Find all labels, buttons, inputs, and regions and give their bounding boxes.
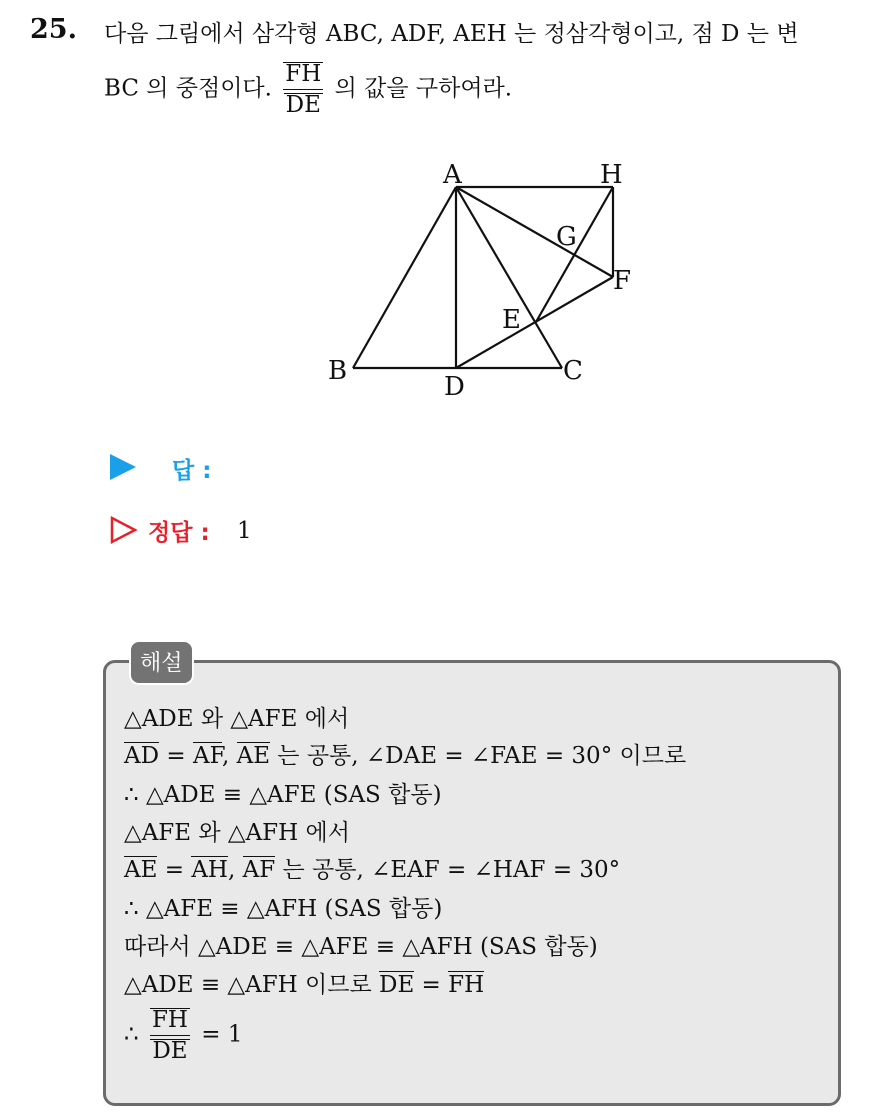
segment-af-text: AF [242, 857, 276, 883]
solution-line-2 [124, 737, 686, 770]
segment-ae-text: AE [236, 743, 270, 769]
question-text-segment: 의 값을 구하여라. [334, 75, 513, 102]
solution-line-8 [124, 966, 484, 999]
result-text: = 1 [201, 1021, 243, 1048]
vertex-label-h: H [600, 160, 623, 190]
segment-fh-text: FH [448, 972, 485, 998]
fraction-bar [283, 89, 323, 90]
vertex-label-c: C [563, 356, 583, 386]
solution-text: 는 공통, ∠EAF = ∠HAF = 30° [275, 857, 621, 883]
therefore-symbol: ∴ [124, 1021, 139, 1048]
answer-triangle-icon [110, 454, 136, 480]
point-label-e: E [502, 305, 521, 335]
segment-ae-text: AE [124, 857, 158, 883]
fraction-denominator: DE [285, 92, 321, 118]
equals-text: = [414, 972, 449, 998]
fraction-numerator: FH [285, 61, 322, 87]
segment-af-text: AF [192, 743, 222, 769]
point-label-d: D [444, 372, 465, 402]
solution-text: △ADE ≡ △AFH 이므로 [124, 972, 380, 998]
fraction-numerator: FH [151, 1007, 188, 1033]
comma-text: , [227, 857, 243, 883]
correct-answer-label: 정답 : [148, 520, 210, 546]
vertex-label-a: A [443, 160, 462, 190]
question-text-line1: 다음 그림에서 삼각형 ABC, ADF, AEH 는 정삼각형이고, 점 D 는 변 [104, 21, 799, 47]
answer-label: 답 : [172, 458, 212, 484]
fraction-denominator: DE [152, 1038, 188, 1064]
segment-af [456, 187, 613, 277]
comma-text: , [221, 743, 237, 769]
correct-answer-triangle-icon [110, 516, 138, 544]
solution-line-5 [124, 851, 620, 884]
ratio-fraction [283, 62, 323, 117]
solution-line-1: △ADE 와 △AFE 에서 [124, 706, 350, 732]
question-text-line2 [104, 62, 512, 117]
segment-ab [353, 187, 456, 368]
vertex-label-f: F [613, 266, 632, 296]
segment-eh [536, 187, 613, 322]
point-label-g: G [556, 222, 577, 252]
segment-de-text: DE [379, 972, 415, 998]
segment-ad-text: AD [124, 743, 160, 769]
solution-line-7: 따라서 △ADE ≡ △AFE ≡ △AFH (SAS 합동) [124, 934, 598, 960]
question-text-segment: BC 의 중점이다. [104, 75, 272, 102]
solution-fraction [150, 1008, 190, 1063]
segment-ah-text: AH [191, 857, 228, 883]
vertex-label-b: B [328, 356, 348, 386]
segment-df [456, 277, 613, 368]
equals-text: = [159, 743, 193, 769]
question-number: 25. [30, 14, 77, 45]
solution-tag: 해설 [129, 640, 194, 685]
solution-line-9 [124, 1008, 243, 1063]
solution-line-4: △AFE 와 △AFH 에서 [124, 820, 350, 846]
solution-text: 는 공통, ∠DAE = ∠FAE = 30° 이므로 [270, 743, 687, 769]
solution-line-3: ∴ △ADE ≡ △AFE (SAS 합동) [124, 782, 442, 808]
correct-answer-value: 1 [237, 518, 252, 544]
geometry-figure [320, 150, 632, 402]
segment-ac [456, 187, 562, 368]
fraction-bar [150, 1035, 190, 1036]
solution-line-6: ∴ △AFE ≡ △AFH (SAS 합동) [124, 896, 443, 922]
equals-text: = [157, 857, 192, 883]
